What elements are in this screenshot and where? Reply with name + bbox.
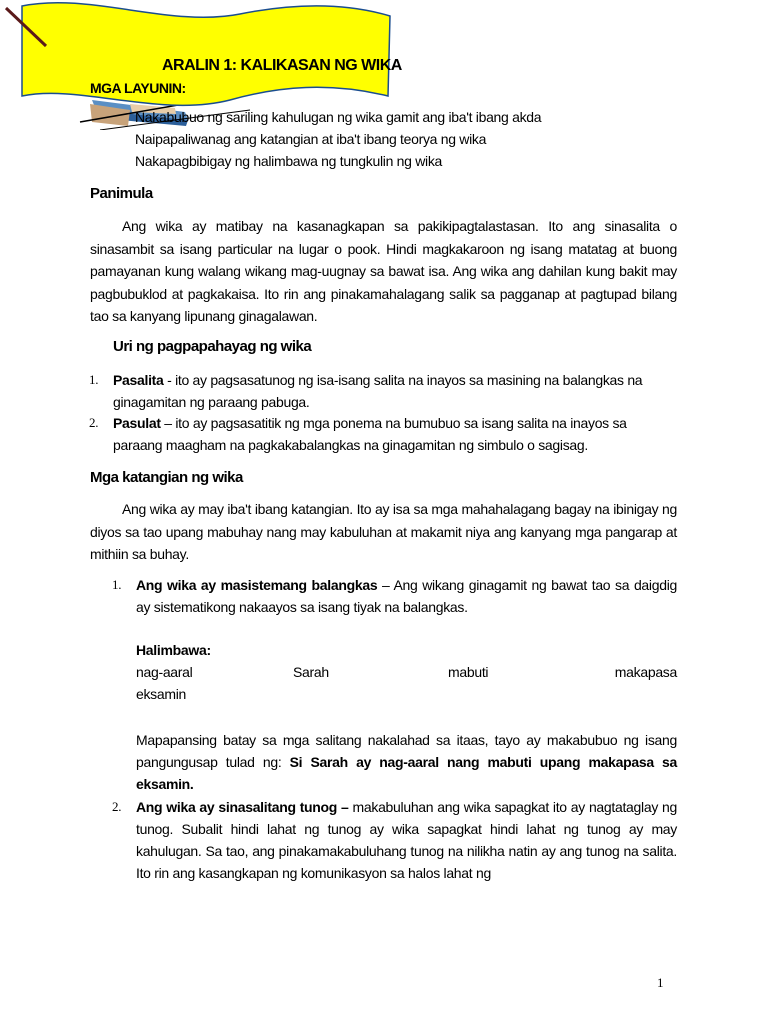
list-number: 2. [112,799,122,814]
page-number: 1 [657,975,664,990]
katangian-item-1 [112,574,677,618]
example-sentence: Si Sarah ay nag-aaral nang mabuti upang makapasa sa eksamin. [136,754,677,792]
objective-item-2: Naipapaliwanag ang katangian at iba't ibang teorya ng wika [135,131,487,147]
uri-term: Pasalita [113,372,164,388]
katangian-text: – Ang wikang ginagamit ng bawat tao sa daigdig ay sistematikong nakaayos sa isang tiyak na balangkas. [136,577,677,615]
uri-item-1 [89,369,678,413]
panimula-paragraph: Ang wika ay matibay na kasanagkapan sa pakikipagtalastasan. Ito ang sinasalita o sinasambit sa isang particular na lugar o pook. Hindi magkakaroon ng isang matatag at buong pamayanan kung walang wikang mag-uugnay sa bawat isa. Ang wika ang dahilan kung bakit may pagbubuklod at pagkakaisa. Ito rin ang pinakamahalagang salik sa pagganap at pagtupad bilang tao sa kanyang lipunang ginagalawan. [90,218,677,324]
objective-item-3: Nakapagbibigay ng halimbawa ng tungkulin ng wika [135,153,443,169]
example-word-5: eksamin [136,686,187,702]
katangian-term: Ang wika ay sinasalitang tunog – [136,799,349,815]
objective-item-1: Nakabubuo ng sariling kahulugan ng wika gamit ang iba't ibang akda [135,109,542,125]
halimbawa-explanation [136,729,677,795]
katangian-heading: Mga katangian ng wika [90,469,243,486]
katangian-item-2 [112,796,677,884]
uri-item-2 [89,412,678,456]
list-number: 1. [89,372,99,387]
yellow-banner-icon [22,3,390,106]
list-number: 1. [112,577,122,592]
uri-heading: Uri ng pagpapahayag ng wika [113,338,312,355]
katangian-intro: Ang wika ay may iba't ibang katangian. Ito ay isa sa mga mahahalagang bagay na ibinigay ng diyos sa tao upang mabuhay nang may kabuluhan at makamit niya ang kanyang mga pangarap at mithiin sa buhay. [90,501,677,562]
objectives-heading: MGA LAYUNIN: [90,80,186,96]
example-word-3: mabuti [448,664,489,680]
uri-text: – ito ay pagsasatitik ng mga ponema na bumubuo sa isang salita na inayos sa paraang maagham na pagkakabalangkas na ginagamitan ng simbulo o sagisag. [113,415,627,453]
explanation-text: Mapapansing batay sa mga salitang nakalahad sa itaas, tayo ay makabubuo ng isang pangungusap tulad ng: [136,732,677,770]
example-word-1: nag-aaral [136,664,193,680]
example-word-2: Sarah [293,664,329,680]
uri-text: - ito ay pagsasatunog ng isa-isang salita na inayos sa masining na balangkas na ginagamitan ng paraang pabuga. [113,372,643,410]
katangian-term: Ang wika ay masistemang balangkas [136,577,378,593]
example-word-4: makapasa [614,664,677,680]
panimula-heading: Panimula [90,185,153,202]
lesson-title: ARALIN 1: KALIKASAN NG WIKA [162,57,402,74]
list-number: 2. [89,415,99,430]
uri-term: Pasulat [113,415,161,431]
katangian-text: makabuluhan ang wika sapagkat ito ay nagtataglay ng tunog. Subalit hindi lahat ng tunog ay wika sapagkat hindi lahat ng tunog ay may kahulugan. Sa tao, ang pinakamakabuluhang tunog na nilikha natin ay ang tunog na salita. Ito rin ang kasangkapan ng komunikasyon sa halos lahat ng [136,799,677,881]
halimbawa-heading: Halimbawa: [136,642,211,658]
